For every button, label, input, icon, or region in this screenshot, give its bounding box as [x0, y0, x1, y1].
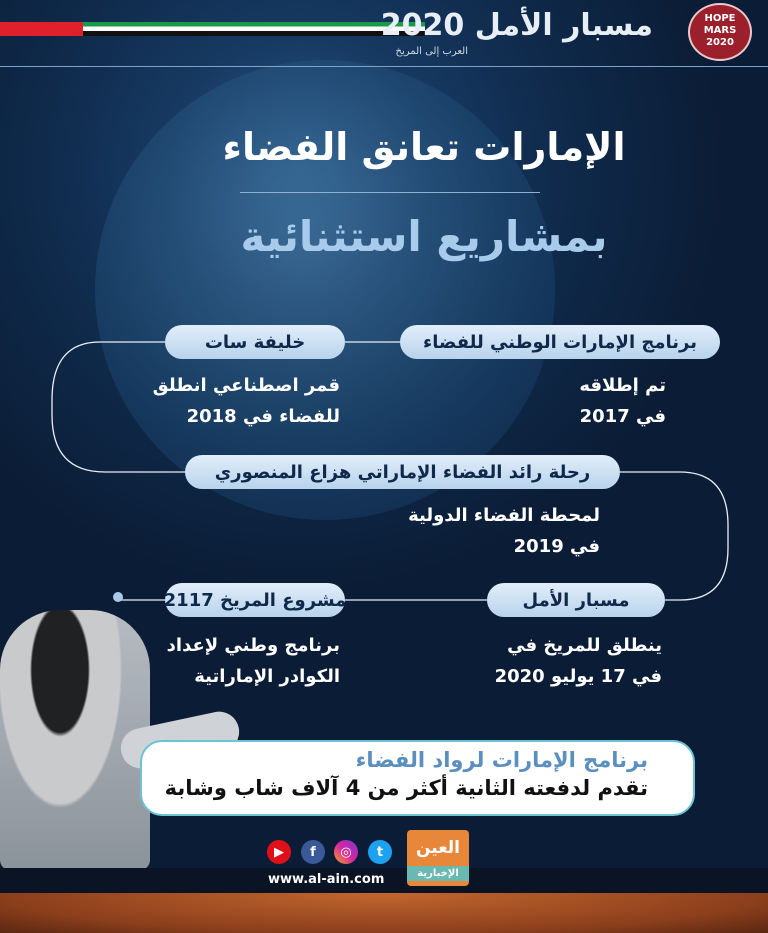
page-title: الإمارات تعانق الفضاء: [222, 125, 626, 169]
header-title: مسبار الأمل 2020: [380, 8, 653, 43]
header-subtitle: العرب إلى المريخ: [395, 46, 468, 57]
website-link[interactable]: www.al-ain.com: [268, 872, 385, 887]
callout-title: برنامج الإمارات لرواد الفضاء: [355, 748, 648, 772]
instagram-icon[interactable]: ◎: [334, 840, 358, 864]
item-text-khalifasat: قمر اصطناعي انطلق للفضاء في 2018: [152, 375, 340, 427]
item-text-hope-probe: ينطلق للمريخ في في 17 يوليو 2020: [494, 635, 662, 687]
page-subtitle: بمشاريع استثنائية: [240, 212, 608, 261]
item-label-khalifasat: خليفة سات: [165, 325, 345, 359]
item-text-mars-2117: برنامج وطني لإعداد الكوادر الإماراتية: [166, 635, 340, 687]
astronaut-program-callout: [140, 740, 695, 816]
item-text-national-space-program: تم إطلاقه في 2017: [579, 375, 666, 427]
item-label-mars-2117: مشروع المريخ 2117: [165, 583, 345, 617]
item-label-national-space-program: برنامج الإمارات الوطني للفضاء: [400, 325, 720, 359]
item-text-astronaut-mission: لمحطة الفضاء الدولية في 2019: [408, 505, 600, 557]
youtube-icon[interactable]: ▶: [267, 840, 291, 864]
item-label-hope-probe: مسبار الأمل: [487, 583, 665, 617]
item-label-astronaut-mission: رحلة رائد الفضاء الإماراتي هزاع المنصوري: [185, 455, 620, 489]
timeline-end-dot: [113, 592, 123, 602]
callout-text: تقدم لدفعته الثانية أكثر من 4 آلاف شاب وشابة: [164, 776, 648, 800]
facebook-icon[interactable]: f: [301, 840, 325, 864]
al-ain-logo: العين الإخبارية: [407, 830, 469, 886]
hope-mission-logo: HOPE MARS 2020: [688, 3, 752, 61]
twitter-icon[interactable]: t: [368, 840, 392, 864]
mars-surface-image: [0, 893, 768, 933]
